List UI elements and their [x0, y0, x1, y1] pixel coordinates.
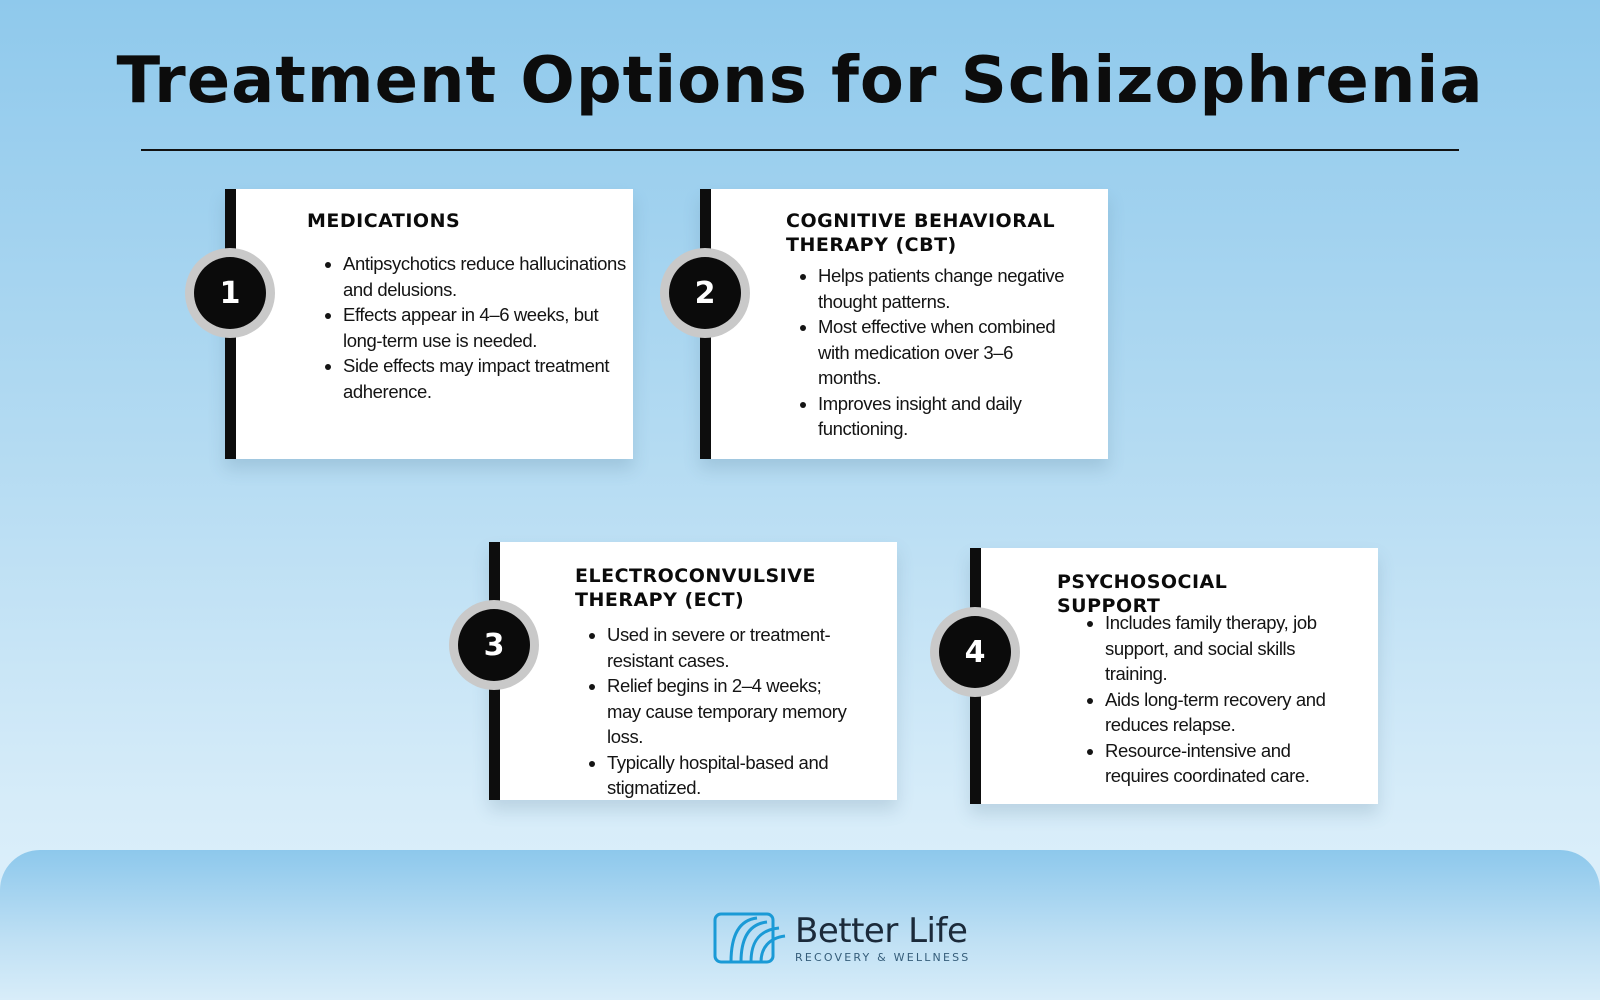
page-title: Treatment Options for Schizophrenia: [116, 44, 1484, 118]
list-item: • Helps patients change negative thought patterns.: [818, 263, 1068, 314]
list-item: • Includes family therapy, job support, and social skills training.: [1105, 610, 1355, 687]
number-badge-label: 4: [939, 616, 1011, 688]
brand-logo: [713, 910, 970, 966]
card-cbt: [694, 189, 1108, 459]
list-item: • Aids long-term recovery and reduces relapse.: [1105, 687, 1355, 738]
number-badge: [449, 600, 539, 690]
title-divider: [141, 149, 1459, 151]
card-medications: [219, 189, 633, 459]
list-item: • Resource-intensive and requires coordinated care.: [1105, 738, 1355, 789]
number-badge-label: 1: [194, 257, 266, 329]
card-ect: [483, 542, 897, 800]
card-title: [307, 209, 617, 233]
card-psychosocial: [964, 548, 1378, 804]
card-title: [575, 564, 875, 612]
number-badge: [930, 607, 1020, 697]
logo-tagline: RECOVERY & WELLNESS: [795, 950, 971, 964]
number-badge: [185, 248, 275, 338]
list-item: • Most effective when combined with medication over 3–6 months.: [818, 314, 1068, 391]
list-item: • Side effects may impact treatment adherence.: [343, 353, 627, 404]
bullet-list: [1085, 610, 1355, 789]
bullet-list: [587, 622, 857, 801]
number-badge-label: 3: [458, 609, 530, 681]
card-title-line: SUPPORT: [1057, 595, 1161, 617]
list-item: • Antipsychotics reduce hallucinations and delusions.: [343, 251, 627, 302]
list-item: • Typically hospital-based and stigmatized.: [607, 750, 857, 801]
bullet-list: [798, 263, 1068, 442]
card-title-line: COGNITIVE BEHAVIORAL: [786, 210, 1056, 232]
card-title-line: THERAPY (ECT): [575, 589, 745, 611]
number-badge-label: 2: [669, 257, 741, 329]
card-title-line: ELECTROCONVULSIVE: [575, 565, 816, 587]
card-title-line: PSYCHOSOCIAL: [1057, 571, 1228, 593]
bullet-list: [323, 251, 627, 404]
card-title: [786, 209, 1096, 257]
list-item: • Improves insight and daily functioning.: [818, 391, 1068, 442]
number-badge: [660, 248, 750, 338]
list-item: • Used in severe or treatment-resistant cases.: [607, 622, 857, 673]
card-title-line: MEDICATIONS: [307, 210, 461, 232]
logo-name: Better Life: [795, 910, 968, 951]
list-item: • Effects appear in 4–6 weeks, but long-term use is needed.: [343, 302, 627, 353]
list-item: • Relief begins in 2–4 weeks; may cause temporary memory loss.: [607, 673, 857, 750]
wave-logo-icon: [713, 910, 787, 966]
card-title-line: THERAPY (CBT): [786, 234, 957, 256]
